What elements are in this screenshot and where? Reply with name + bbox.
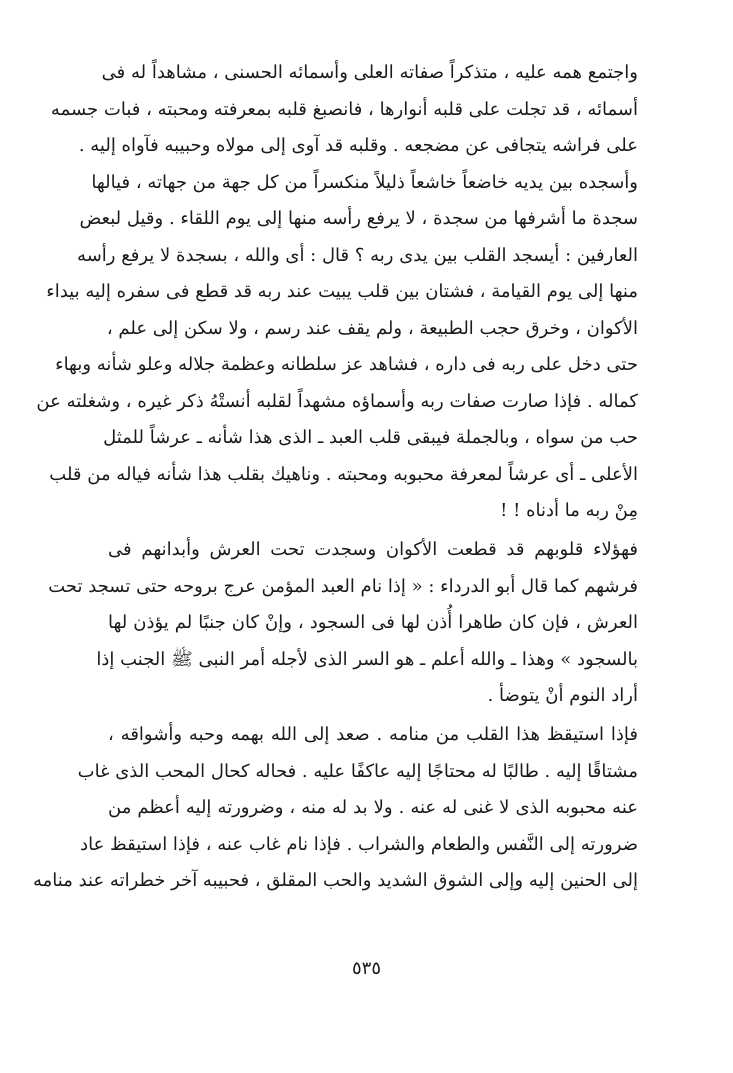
text-line: فرشهم كما قال أبو الدرداء : « إذا نام العبد المؤمن عرج بروحه حتى تسجد تحت	[48, 575, 638, 597]
text-line: العارفين : أيسجد القلب بين يدى ربه ؟ قال : أى والله ، بسجدة لا يرفع رأسه	[77, 244, 638, 266]
paragraph-3	[33, 717, 639, 900]
text-line: حتى دخل على ربه فى داره ، فشاهد عز سلطانه وعظمة جلاله وعلو شأنه وبهاء	[55, 354, 638, 375]
paragraph-1	[36, 55, 638, 530]
text-line: كماله . فإذا صارت صفات ربه وأسماؤه مشهداً لقلبه أنستْهُ ذكر غيره ، وشغلته عن	[36, 390, 638, 412]
paragraph-2	[48, 532, 638, 715]
text-line: واجتمع همه عليه ، متذكراً صفاته العلى وأسمائه الحسنى ، مشاهداً له فى	[101, 62, 638, 83]
text-line: أسمائه ، قد تجلت على قلبه أنوارها ، فانصبغ قلبه بمعرفته ومحبته ، فبات جسمه	[50, 98, 638, 120]
text-line: مِنْ ربه ما أدناه ! !	[500, 500, 638, 521]
text-line: فإذا استيقظ هذا القلب من منامه . صعد إلى الله بهمه وحبه وأشواقه ،	[108, 724, 639, 745]
text-line: حب من سواه ، وبالجملة فيبقى قلب العبد ـ الذى هذا شأنه ـ عرشاً للمثل	[103, 427, 638, 448]
text-line: الأعلى ـ أى عرشاً لمعرفة محبوبه ومحبته . وناهيك بقلب هذا شأنه فياله من قلب	[49, 463, 638, 485]
text-line: إلى الحنين إليه وإلى الشوق الشديد والحب المقلق ، فحبيبه آخر خطراته عند منامه	[33, 870, 638, 891]
text-line: فهؤلاء قلوبهم قد قطعت الأكوان وسجدت تحت العرش وأبدانهم فى	[108, 539, 638, 560]
text-line: العرش ، فإن كان طاهرا أُذن لها فى السجود ، وإنْ كان جنبًا لم يؤذن لها	[108, 612, 638, 633]
text-line: بالسجود » وهذا ـ والله أعلم ـ هو السر الذى لأجله أمر النبى ﷺ الجنب إذا	[96, 648, 638, 670]
text-line: أراد النوم أنْ يتوضأ .	[487, 685, 638, 706]
text-line: منها إلى يوم القيامة ، فشتان بين قلب يبيت عند ربه قد قطع فى سفره إليه بيداء	[46, 281, 638, 302]
text-line: عنه محبوبه الذى لا غنى له عنه . ولا بد له منه ، وضرورته إليه أعظم من	[108, 797, 638, 818]
page-number: ٥٣٥	[351, 958, 381, 979]
text-line: سجدة ما أشرفها من سجدة ، لا يرفع رأسه منها إلى يوم اللقاء . وقيل لبعض	[79, 208, 638, 229]
text-line: وأسجده بين يديه خاضعاً خاشعاً ذليلاً منكسراً من كل جهة من جهاته ، فيالها	[91, 171, 638, 193]
text-line: على فراشه يتجافى عن مضجعه . وقلبه قد آوى إلى مولاه وحبيبه فآواه إليه .	[78, 135, 638, 156]
text-line: ضرورته إلى النَّفس والطعام والشراب . فإذا نام غاب عنه ، فإذا استيقظ عاد	[80, 833, 638, 855]
text-line: مشتاقًا إليه . طالبًا له محتاجًا إليه عاكفًا عليه . فحاله كحال المحب الذى غاب	[77, 760, 638, 782]
text-line: الأكوان ، وخرق حجب الطبيعة ، ولم يقف عند رسم ، ولا سكن إلى علم ،	[106, 317, 638, 339]
